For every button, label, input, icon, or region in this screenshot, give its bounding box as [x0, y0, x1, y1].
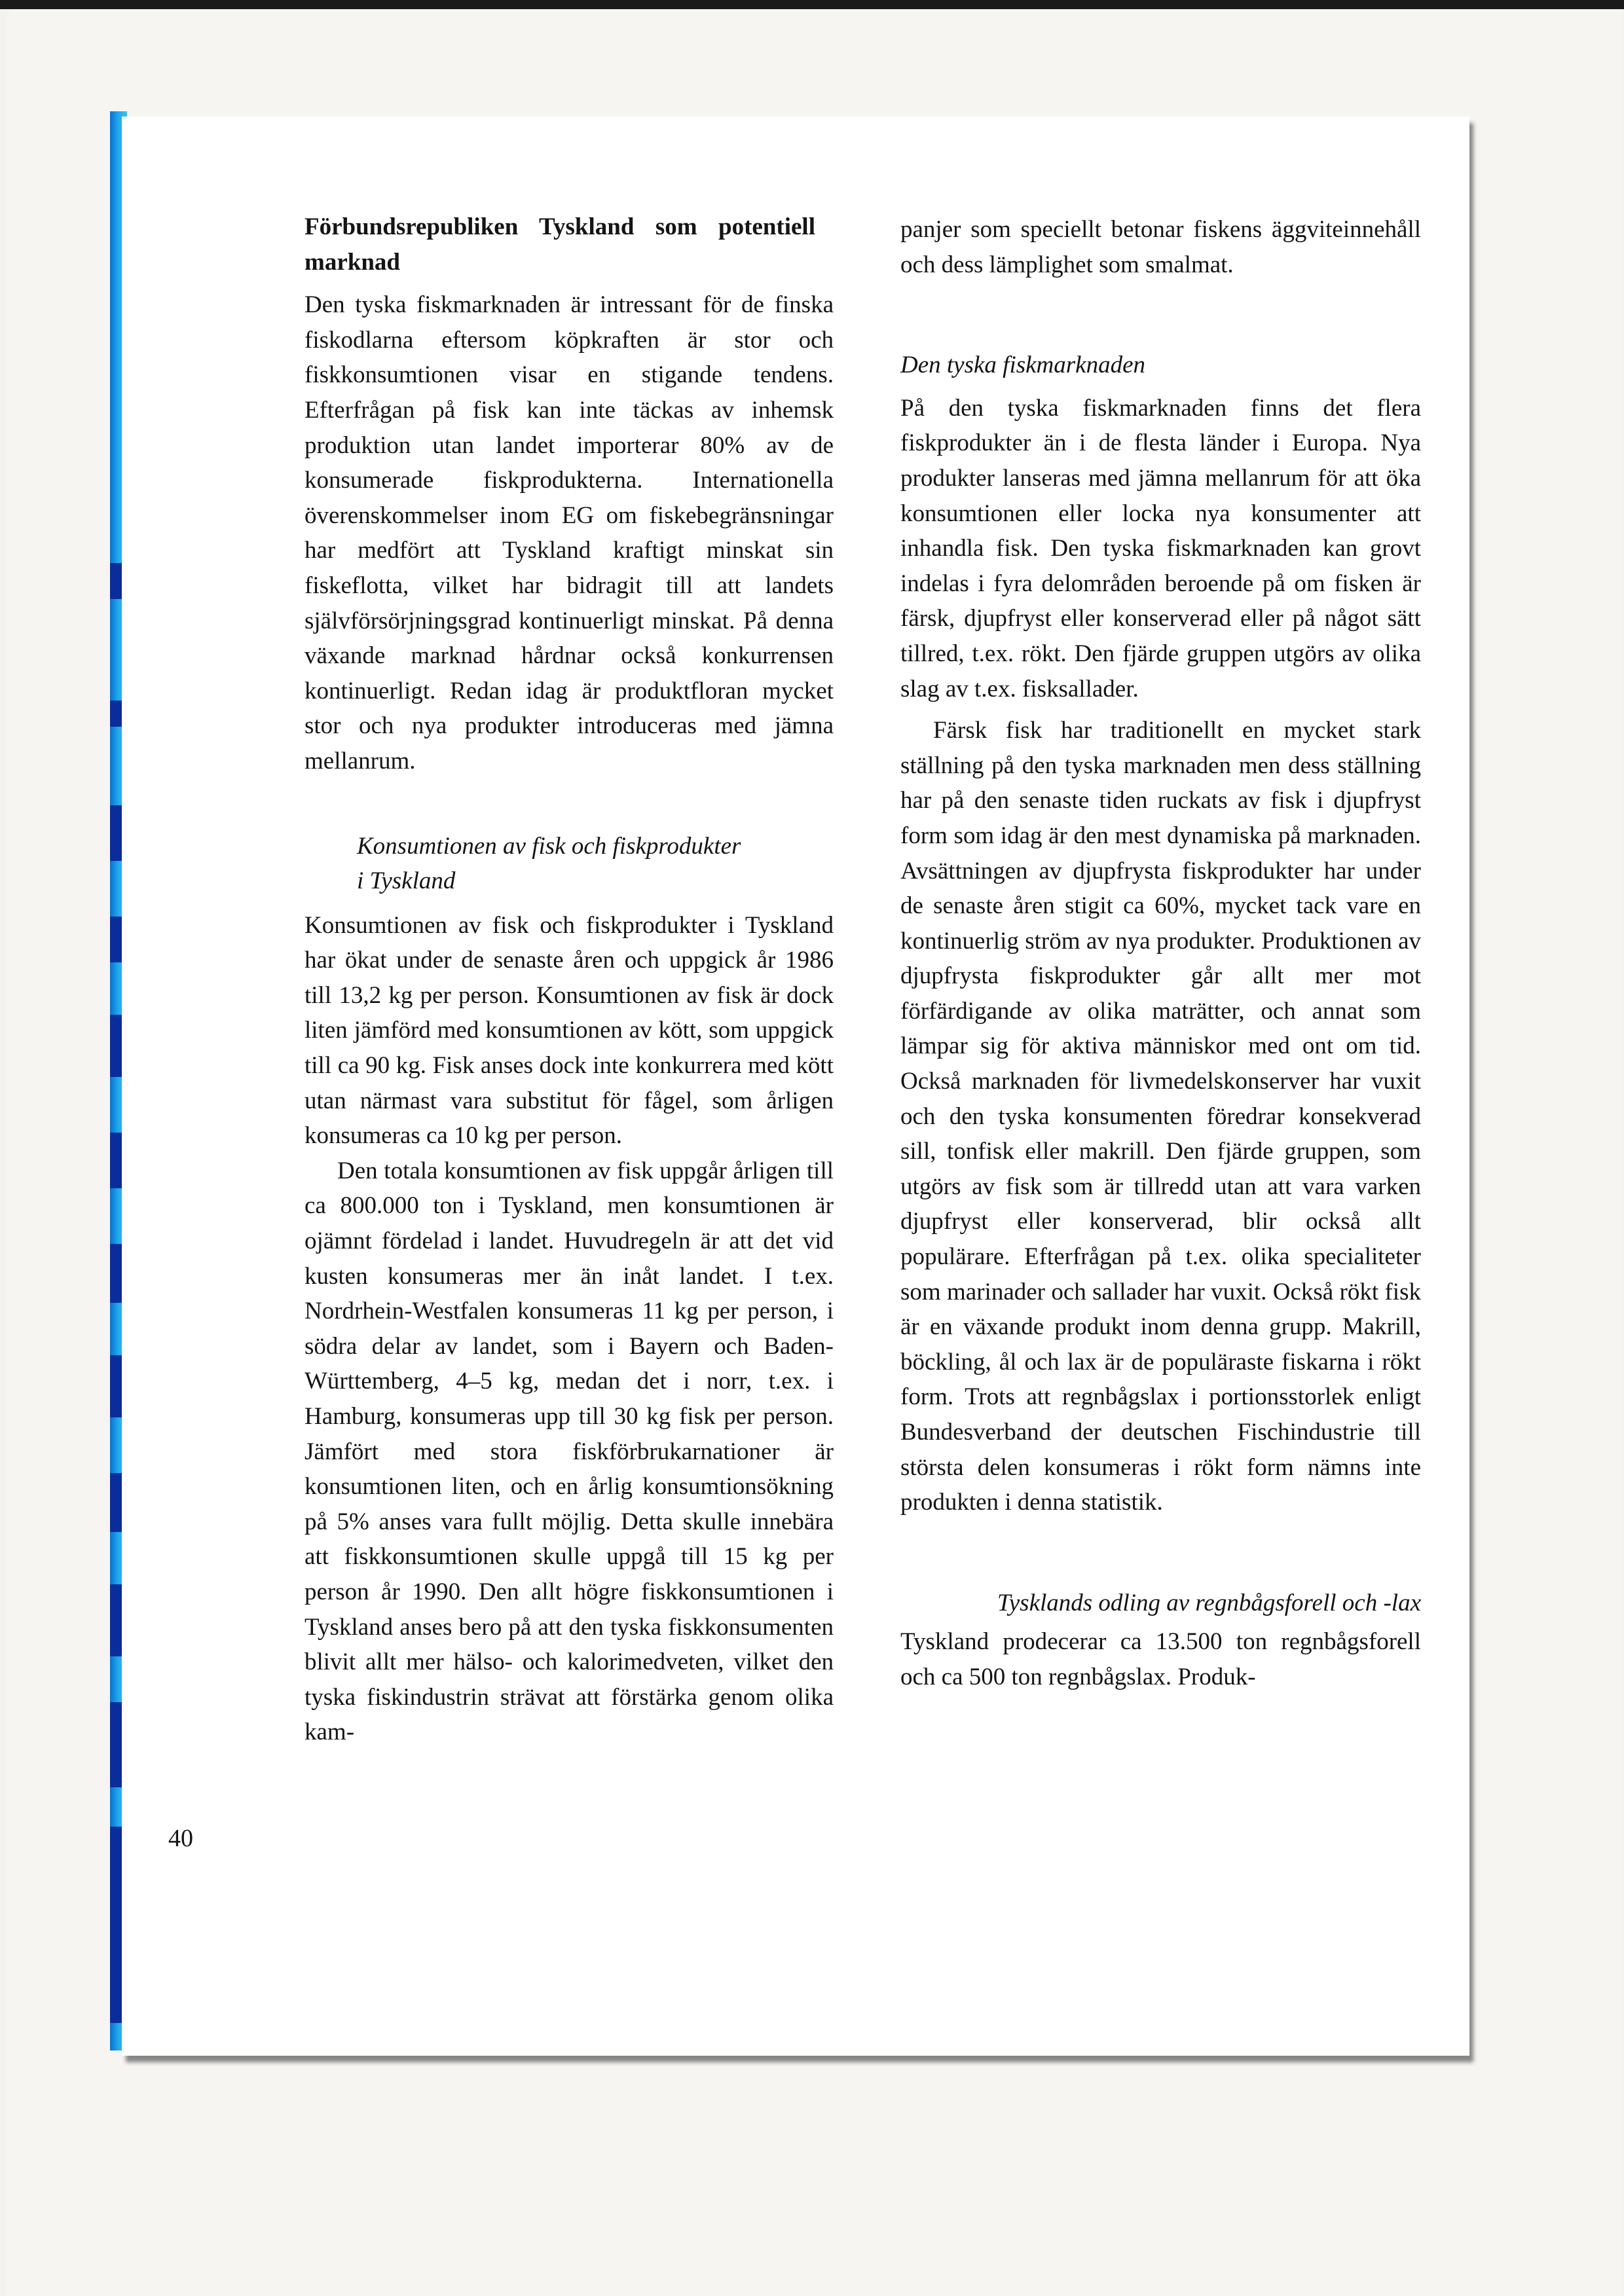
scanner-edge [0, 0, 1624, 9]
paragraph: Konsumtionen av fisk och fiskprodukter i Tyskland har ökat under de senaste åren och uppgick år 1986 till 13,2 kg per person. Konsumtionen av fisk är dock liten jämförd med konsumtionen av kött, som uppgick till ca 90 kg. Fisk anses dock inte konkurrera med kött utan närmast vara substitut för fågel, som årligen konsumeras ca 10 kg per person. [304, 911, 834, 1150]
subheading: Den tyska fiskmarknaden [900, 352, 1146, 379]
paragraph: Tyskland prodecerar ca 13.500 ton regnbågsforell och ca 500 ton regnbågslax. Produk- [900, 1628, 1421, 1690]
subheading: Konsumtionen av fisk och fiskprodukter i Tyskland [357, 832, 741, 895]
page-number: 40 [168, 1825, 193, 1852]
subheading: Tysklands odling av regnbågsforell och -lax [997, 1589, 1421, 1616]
left-column [304, 210, 834, 1750]
paragraph: Färsk fisk har traditionellt en mycket stark ställning på den tyska marknaden men dess ställning har på den senaste tiden ruckats av fisk i djupfryst form som idag är den mest dynamiska på marknaden. Avsättningen av djupfrysta fiskprodukter har under de senaste åren stigit ca 60%, mycket tack vare en kontinuerlig ström av nya produkter. Produktionen av djupfrysta fiskprodukter går allt mer mot förfärdigande av olika maträtter, och annat som lämpar sig för aktiva människor med ont om tid. Också marknaden för livmedelskonserver har vuxit och den tyska konsumenten föredrar konsekverad sill, tonfisk eller makrill. Den fjärde gruppen, som utgörs av fisk som är tillredd utan att vara varken djupfryst eller konserverad, blir också allt populärare. Efterfrågan på t.ex. olika specialiteter som marinader och sallader har vuxit. Också rökt fisk är en växande produkt inom denna grupp. Makrill, böckling, ål och lax är de populäraste fiskarna i rökt form. Trots att regnbågslax i portionsstorlek enligt Bundesverband der deutschen Fischindustrie till största delen konsumeras i rökt form nämns inte produkten i denna statistik. [900, 717, 1421, 1516]
paragraph: Den totala konsumtionen av fisk uppgår årligen till ca 800.000 ton i Tyskland, men konsumtionen är ojämnt fördelad i landet. Huvudregeln är att det vid kusten konsumeras mer än inåt landet. I t.ex. Nordrhein-Westfalen konsumeras 11 kg per person, i södra delar av landet, som i Bayern och Baden-Württemberg, 4–5 kg, medan det i norr, t.ex. i Hamburg, konsumeras upp till 30 kg fisk per person. Jämfört med stora fiskförbrukarnationer är konsumtionen liten, och en årlig konsumtionsökning på 5% anses vara fullt möjlig. Detta skulle innebära att fiskkonsumtionen skulle uppgå till 15 kg per person år 1990. Den allt högre fiskkonsumtionen i Tyskland anses bero på att den tyska fiskkonsumenten blivit allt mer hälso- och kalorimedveten, vilket den tyska fiskindustrin strävat att förstärka genom olika kam- [304, 1157, 834, 1746]
paragraph: Den tyska fiskmarknaden är intressant för de finska fiskodlarna eftersom köpkraften är stor och fiskkonsumtionen visar en stigande tendens. Efterfrågan på fisk kan inte täckas av inhemsk produktion utan landet importerar 80% av de konsumerade fiskprodukterna. Internationella överenskommelser inom EG om fiskebegränsningar har medfört att Tyskland kraftigt minskat sin fiskeflotta, vilket har bidragit till att landets självförsörjningsgrad kontinuerligt minskat. På denna växande marknad hårdnar också konkurrensen kontinuerligt. Redan idag är produktfloran mycket stor och nya produkter introduceras med jämna mellanrum. [304, 291, 834, 774]
right-column [900, 212, 1421, 1695]
paragraph: På den tyska fiskmarknaden finns det flera fiskprodukter än i de flesta länder i Europa. Nya produkter lanseras med jämna mellanrum för att öka konsumtionen eller locka nya konsumenter att inhandla fisk. Den tyska fiskmarknaden kan grovt indelas i fyra delområden beroende på om fisken är färsk, djupfryst eller konserverad eller på något sätt tillred, t.ex. rökt. Den fjärde gruppen utgörs av olika slag av t.ex. fisksallader. [900, 394, 1421, 702]
paragraph: panjer som speciellt betonar fiskens äggviteinnehåll och dess lämplighet som smalmat. [900, 216, 1421, 278]
section-heading: Förbundsrepubliken Tyskland som potentiell marknad [304, 213, 815, 276]
